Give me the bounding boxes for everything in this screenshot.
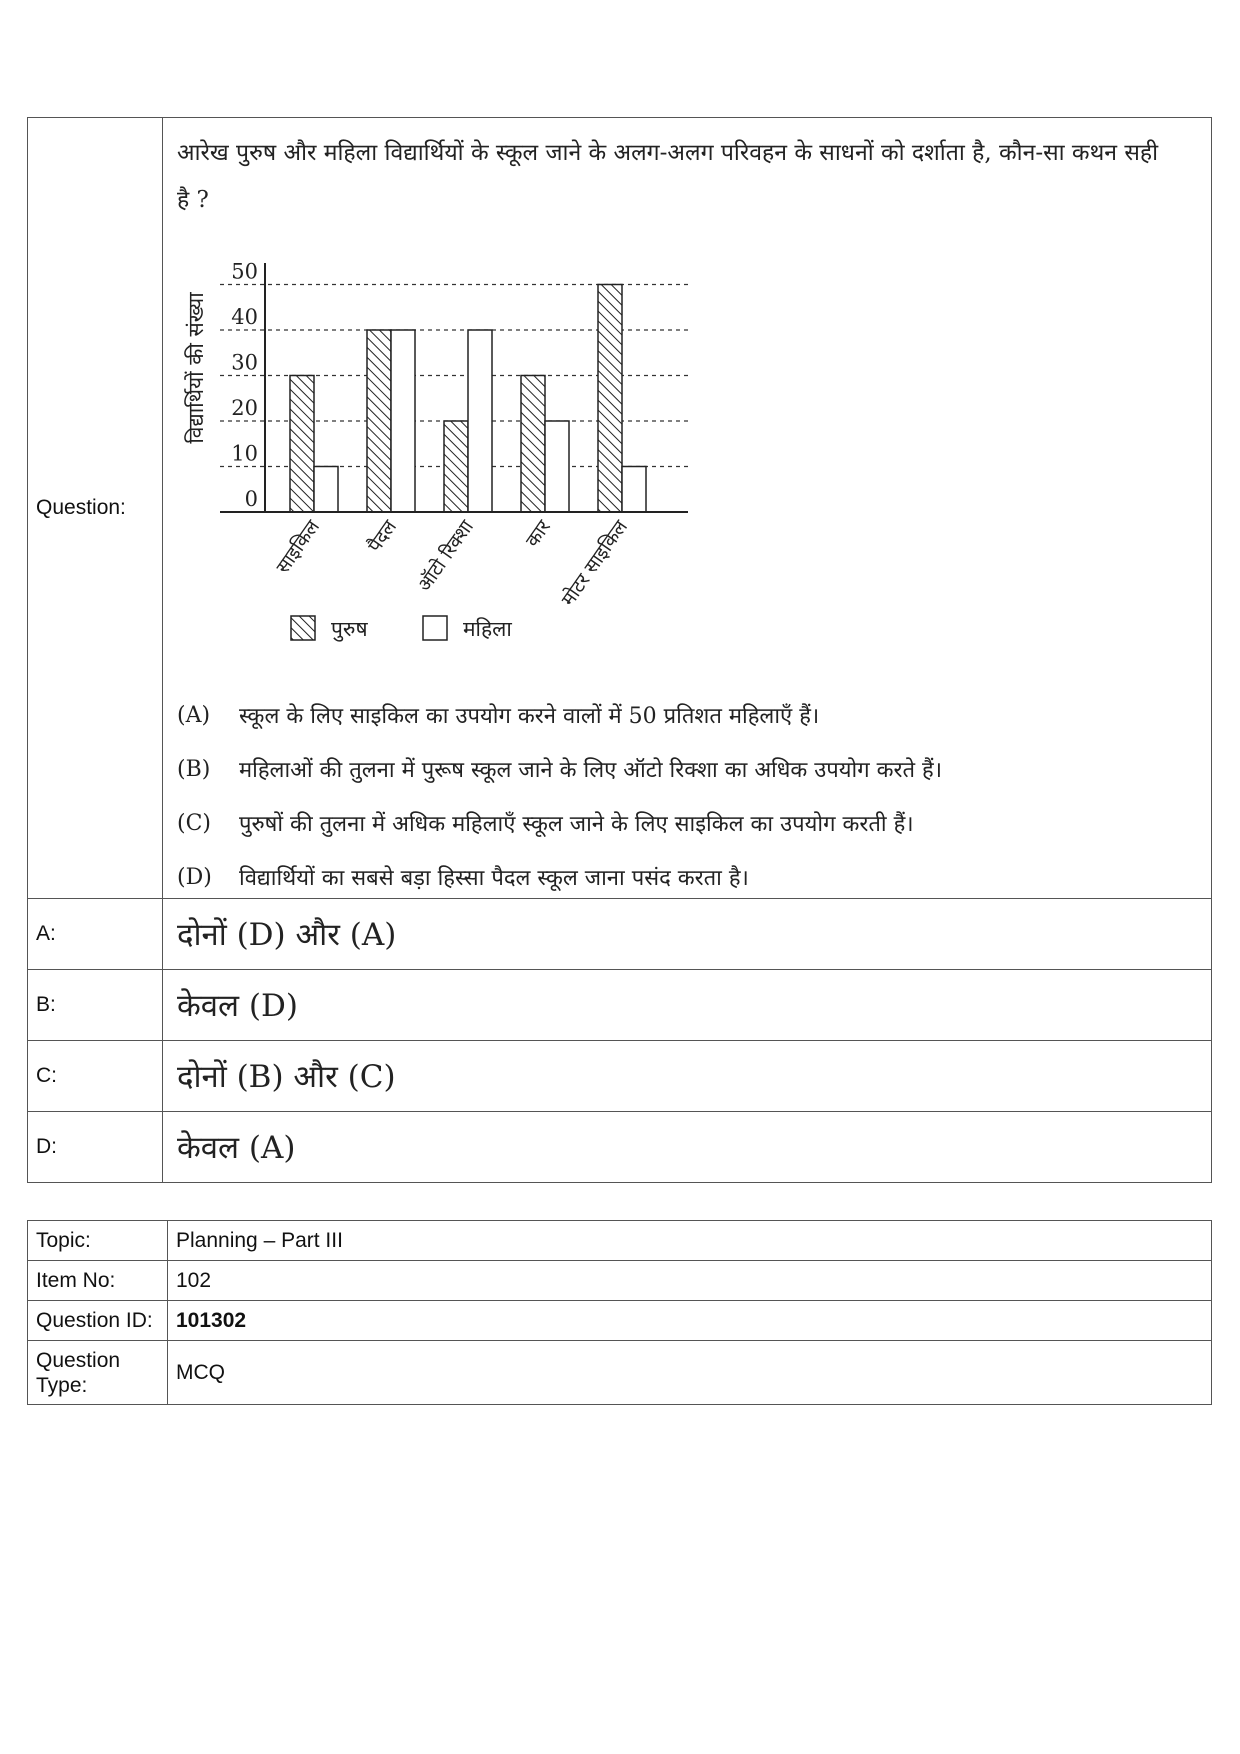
x-tick-label: मोटर साइकिल xyxy=(557,516,633,611)
item-no-value: 102 xyxy=(168,1261,1212,1301)
option-label: D: xyxy=(28,1112,163,1183)
legend-label-female: महिला xyxy=(463,617,512,641)
option-text[interactable]: दोनों (B) और (C) xyxy=(163,1041,1212,1112)
question-type-value: MCQ xyxy=(168,1341,1212,1405)
bar-female-3 xyxy=(545,421,569,512)
bar-male-3 xyxy=(521,376,545,513)
option-text[interactable]: केवल (A) xyxy=(163,1112,1212,1183)
option-text[interactable]: दोनों (D) और (A) xyxy=(163,899,1212,970)
statement-text: महिलाओं की तुलना में पुरूष स्कूल जाने के लिए ऑटो रिक्शा का अधिक उपयोग करते हैं। xyxy=(239,758,943,783)
option-label: A: xyxy=(28,899,163,970)
statement-d xyxy=(177,850,1177,904)
statement-key: (A) xyxy=(177,702,211,728)
bar-male-4 xyxy=(598,285,622,513)
option-label: C: xyxy=(28,1041,163,1112)
y-tick-label: 30 xyxy=(231,350,258,375)
question-text: आरेख पुरुष और महिला विद्यार्थियों के स्कूल जाने के अलग-अलग परिवहन के साधनों को दर्शाता है, कौन-सा कथन सही है ? xyxy=(177,140,1159,213)
x-tick-label: साइकिल xyxy=(271,516,325,578)
bar-male-2 xyxy=(444,421,468,512)
statement-c xyxy=(177,796,1177,850)
statement-a xyxy=(177,688,1177,742)
question-id-label: Question ID: xyxy=(28,1301,168,1341)
statement-key: (B) xyxy=(177,756,211,782)
statement-key: (C) xyxy=(177,810,211,836)
question-label: Question: xyxy=(28,118,163,899)
option-label: B: xyxy=(28,970,163,1041)
bar-male-0 xyxy=(290,376,314,513)
question-cell xyxy=(163,118,1212,899)
y-tick-label: 0 xyxy=(244,487,258,511)
bar-female-4 xyxy=(622,467,646,513)
statement-text: पुरुषों की तुलना में अधिक महिलाएँ स्कूल जाने के लिए साइकिल का उपयोग करती हैं। xyxy=(239,812,914,837)
y-tick-label: 10 xyxy=(231,441,258,466)
option-row-a[interactable] xyxy=(28,899,1212,970)
statement-text: स्कूल के लिए साइकिल का उपयोग करने वालों में 50 प्रतिशत महिलाएँ हैं। xyxy=(239,704,820,729)
topic-label: Topic: xyxy=(28,1221,168,1261)
x-tick-label: कार xyxy=(521,516,556,552)
x-tick-label: पैदल xyxy=(363,516,402,557)
bar-male-1 xyxy=(367,330,391,512)
topic-value: Planning – Part III xyxy=(168,1221,1212,1261)
bar-female-0 xyxy=(314,467,338,513)
option-row-c[interactable] xyxy=(28,1041,1212,1112)
statement-list xyxy=(177,688,1177,904)
option-row-d[interactable] xyxy=(28,1112,1212,1183)
y-tick-label: 50 xyxy=(231,259,258,284)
legend-label-male: पुरुष xyxy=(331,617,368,641)
item-no-label: Item No: xyxy=(28,1261,168,1301)
bar-chart xyxy=(163,243,723,683)
y-axis-label: विद्यार्थियों की संख्या xyxy=(184,292,208,444)
legend-swatch-female xyxy=(423,616,447,640)
option-text[interactable]: केवल (D) xyxy=(163,970,1212,1041)
meta-table xyxy=(27,1220,1212,1405)
statement-b xyxy=(177,742,1177,796)
bar-female-1 xyxy=(391,330,415,512)
question-type-label: Question Type: xyxy=(28,1341,168,1405)
legend-swatch-male xyxy=(291,616,315,640)
bar-female-2 xyxy=(468,330,492,512)
statement-text: विद्यार्थियों का सबसे बड़ा हिस्सा पैदल स्कूल जाना पसंद करता है। xyxy=(239,866,749,891)
question-id-value: 101302 xyxy=(168,1301,1212,1341)
option-row-b[interactable] xyxy=(28,970,1212,1041)
statement-key: (D) xyxy=(177,864,212,890)
y-tick-label: 20 xyxy=(231,396,258,420)
question-table xyxy=(27,117,1212,1183)
x-tick-label: ऑटो रिक्शा xyxy=(413,516,479,596)
legend xyxy=(291,616,512,642)
y-tick-label: 40 xyxy=(231,305,258,329)
